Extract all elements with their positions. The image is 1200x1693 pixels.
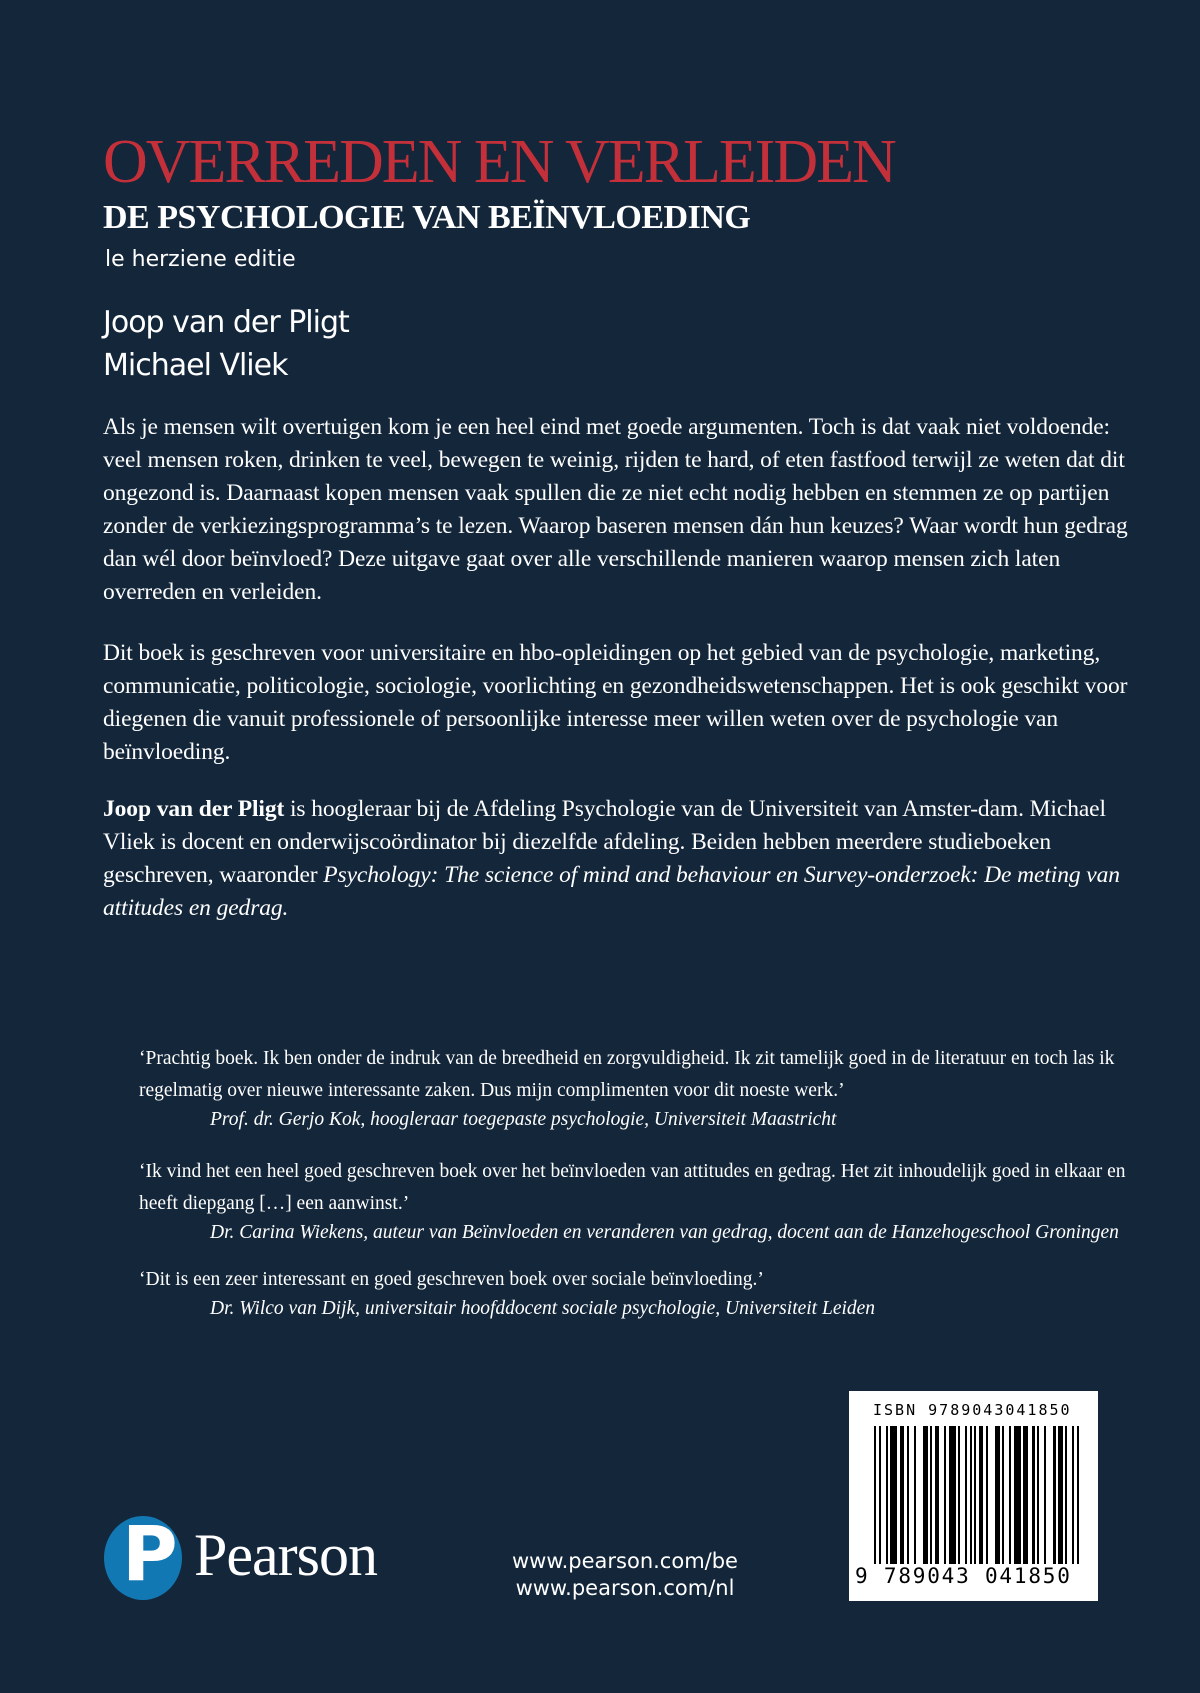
barcode-bar <box>1023 1426 1028 1564</box>
url-link[interactable]: www.pearson.com/nl <box>515 1576 735 1600</box>
barcode-bar <box>1009 1426 1011 1564</box>
logo-mark-letter: P <box>122 1509 178 1598</box>
barcode-bar <box>1077 1426 1079 1564</box>
barcode-bar <box>907 1426 909 1564</box>
url-link[interactable]: www.pearson.com/be <box>512 1549 738 1573</box>
isbn-barcode <box>849 1391 1098 1601</box>
author-name: Michael Vliek <box>103 348 288 383</box>
barcode-bar <box>995 1426 1000 1564</box>
book-title: OVERREDEN EN VERLEIDEN <box>103 128 895 196</box>
barcode-bar <box>923 1426 928 1564</box>
barcode-bar <box>1037 1426 1039 1564</box>
barcode-bar <box>958 1426 960 1564</box>
publisher-urls <box>510 1548 740 1602</box>
barcode-bar <box>900 1426 905 1564</box>
barcode-bar <box>890 1426 897 1564</box>
barcode-bar <box>935 1426 940 1564</box>
author-bio-text: is hoogleraar bij de Afdeling Psychologie van de Universiteit van Amster-dam. Michael Vliek is docent en onderwijscoördinator bij diezelfde afdeling. Beiden hebben meerdere studieboeken geschreven, waaronder <box>103 796 1106 888</box>
author-bio-paragraph <box>103 793 1153 925</box>
barcode-bars <box>874 1426 1079 1564</box>
author-list <box>103 301 349 387</box>
quote-attribution: Prof. dr. Gerjo Kok, hoogleraar toegepaste psychologie, Universiteit Maastricht <box>210 1109 837 1130</box>
barcode-bar <box>914 1426 916 1564</box>
barcode-bar <box>1053 1426 1055 1564</box>
review-quote <box>139 1156 1139 1246</box>
author-name: Joop van der Pligt <box>103 305 349 340</box>
author-bio-books: Psychology: The science of mind and behaviour en Survey-onderzoek: De meting van attitudes en gedrag. <box>103 862 1120 921</box>
publisher-name: Pearson <box>194 1522 377 1588</box>
barcode-bar <box>1002 1426 1004 1564</box>
quote-attribution: Dr. Carina Wiekens, auteur van Beïnvloeden en veranderen van gedrag, docent aan de Hanzehogeschool Groningen <box>210 1222 1119 1243</box>
barcode-bar <box>879 1426 881 1564</box>
barcode-bar <box>1065 1426 1067 1564</box>
quote-attribution: Dr. Wilco van Dijk, universitair hoofddocent sociale psychologie, Universiteit Leiden <box>210 1298 876 1319</box>
quote-text: ‘Ik vind het een heel goed geschreven boek over het beïnvloeden van attitudes en gedrag. Het zit inhoudelijk goed in elkaar en heeft diepgang […] een aanwinst.’ <box>139 1161 1126 1214</box>
barcode-bar <box>986 1426 988 1564</box>
barcode-bar <box>1044 1426 1046 1564</box>
barcode-bar <box>1032 1426 1034 1564</box>
audience-paragraph: Dit boek is geschreven voor universitaire en hbo-opleidingen op het gebied van de psychologie, marketing, communicatie, politicologie, sociologie, voorlichting en gezondheidswetenschappen. Het is ook geschikt voor diegenen die vanuit professionele of persoonlijke interesse meer willen weten over de psychologie van beïnvloeding. <box>103 640 1128 765</box>
description-paragraph: Als je mensen wilt overtuigen kom je een heel eind met goede argumenten. Toch is dat vaak niet voldoende: veel mensen roken, drinken te veel, bewegen te weinig, rijden te hard, of eten fastfood terwijl ze weten dat dit ongezond is. Daarnaast kopen mensen vaak spullen die ze niet echt nodig hebben en stemmen ze op partijen zonder de verkiezingsprogramma’s te lezen. Waarop baseren mensen dán hun keuzes? Waar wordt hun gedrag dan wél door beïnvloed? Deze uitgave gaat over alle verschillende manieren waarop mensen zich laten overreden en verleiden. <box>103 414 1128 605</box>
review-quote <box>139 1264 1139 1322</box>
barcode-bar <box>970 1426 972 1564</box>
pearson-p-icon <box>104 1509 182 1600</box>
barcode-bar <box>949 1426 956 1564</box>
quote-text: ‘Dit is een zeer interessant en goed geschreven boek over sociale beïnvloeding.’ <box>139 1269 764 1290</box>
author-bio-name: Joop van der Pligt <box>103 796 285 822</box>
book-subtitle: DE PSYCHOLOGIE VAN BEÏNVLOEDING <box>103 199 751 236</box>
barcode-bar <box>974 1426 976 1564</box>
review-quote <box>139 1043 1139 1133</box>
barcode-bar <box>944 1426 946 1564</box>
barcode-bar <box>874 1426 876 1564</box>
isbn-label: ISBN 9789043041850 <box>873 1401 1072 1419</box>
barcode-bar <box>965 1426 967 1564</box>
barcode-bar <box>930 1426 932 1564</box>
barcode-bar <box>1058 1426 1063 1564</box>
barcode-bar <box>979 1426 984 1564</box>
barcode-bar <box>1014 1426 1021 1564</box>
barcode-bar <box>1072 1426 1074 1564</box>
barcode-bar <box>886 1426 888 1564</box>
quote-text: ‘Prachtig boek. Ik ben onder de indruk van de breedheid en zorgvuldigheid. Ik zit tamelijk goed in de literatuur en toch las ik regelmatig over nieuwe interessante zaken. Dus mijn complimenten voor dit noeste werk.’ <box>139 1048 1115 1101</box>
barcode-digits: 9 789043 041850 <box>855 1564 1072 1588</box>
pearson-logo <box>104 1509 424 1600</box>
edition-label: le herziene editie <box>105 247 296 272</box>
